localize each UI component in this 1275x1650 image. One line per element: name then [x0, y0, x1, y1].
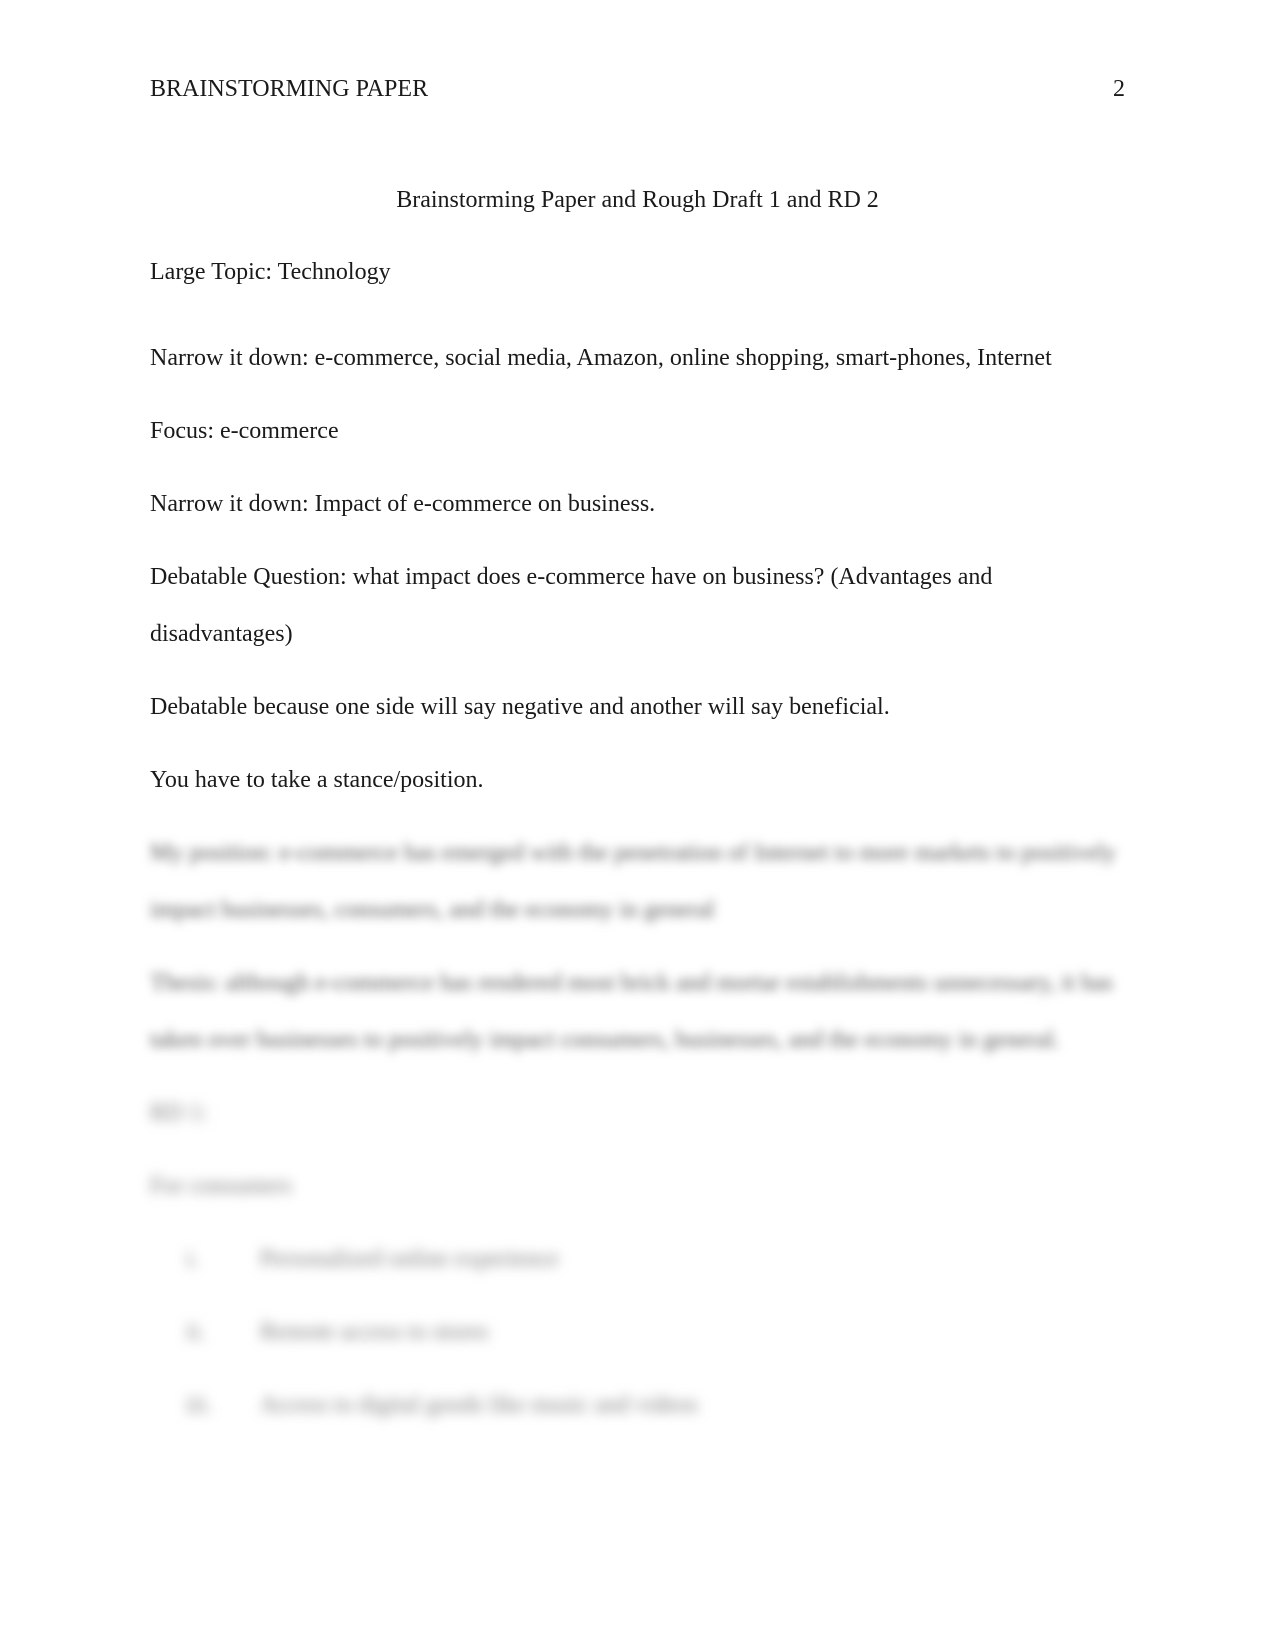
- paragraph-position: My position: e-commerce has emerged with the penetration of Internet to more markets to positively impact businesses, consumers, and the economy in general: [150, 840, 1116, 923]
- running-head: BRAINSTORMING PAPER: [150, 76, 429, 102]
- paragraph-thesis: Thesis: although e-commerce has rendered most brick and mortar establishments unnecessary, it has taken over businesses to positively impact consumers, businesses, and the economy in general.: [150, 970, 1113, 1053]
- list-item-number: ii.: [186, 1319, 206, 1345]
- list-item: [150, 1231, 1125, 1288]
- paragraph-for-consumers: For consumers: [150, 1173, 292, 1199]
- list-item-text: Personalized online experience: [260, 1246, 559, 1272]
- paragraph-narrow-down-1: Narrow it down: e-commerce, social media, Amazon, online shopping, smart-phones, Internet: [150, 345, 1052, 371]
- list-item-text: Access to digital goods like music and videos: [260, 1392, 698, 1418]
- paragraph-stance: You have to take a stance/position.: [150, 767, 484, 793]
- list-item-number: iii.: [186, 1392, 213, 1418]
- list-item: [150, 1377, 1125, 1434]
- consumer-benefits-list: [150, 1231, 1125, 1434]
- document-title: Brainstorming Paper and Rough Draft 1 and RD 2: [396, 187, 879, 213]
- list-item: [150, 1304, 1125, 1361]
- paragraph-narrow-down-2: Narrow it down: Impact of e-commerce on business.: [150, 491, 656, 517]
- paragraph-large-topic: Large Topic: Technology: [150, 259, 391, 285]
- paragraph-debatable-because: Debatable because one side will say negative and another will say beneficial.: [150, 694, 890, 720]
- paragraph-rd1: RD 1:: [150, 1100, 209, 1126]
- list-item-text: Remote access to stores: [260, 1319, 489, 1345]
- paragraph-debatable-question: Debatable Question: what impact does e-commerce have on business? (Advantages and disadvantages): [150, 564, 993, 647]
- list-item-number: i.: [186, 1246, 199, 1272]
- paragraph-focus: Focus: e-commerce: [150, 418, 339, 444]
- page-number: 2: [1113, 76, 1125, 102]
- document-body: [150, 185, 1125, 1450]
- page-header: [150, 74, 1125, 104]
